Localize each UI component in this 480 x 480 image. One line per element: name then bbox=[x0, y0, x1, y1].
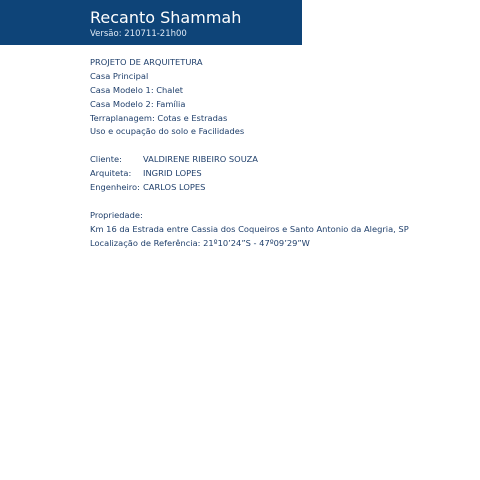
project-item-casa-modelo-2: Casa Modelo 2: Família bbox=[90, 98, 186, 109]
project-heading: PROJETO DE ARQUITETURA bbox=[90, 57, 203, 67]
client-row bbox=[90, 153, 475, 167]
property-address: Km 16 da Estrada entre Cassia dos Coqueiros e Santo Antonio da Alegria, SP bbox=[90, 223, 409, 234]
version-label: Versão: 210711-21h00 bbox=[90, 29, 187, 39]
project-item-uso-ocupacao: Uso e ocupação do solo e Facilidades bbox=[90, 126, 245, 137]
client-value: VALDIRENE RIBEIRO SOUZA bbox=[143, 154, 258, 165]
header-banner bbox=[0, 0, 302, 45]
project-item-terraplanagem: Terraplanagem: Cotas e Estradas bbox=[90, 112, 228, 123]
project-item-casa-modelo-1: Casa Modelo 1: Chalet bbox=[90, 84, 184, 95]
spacer bbox=[90, 139, 475, 153]
property-reference: Localização de Referência: 21º10’24”S - 47º09’29”W bbox=[90, 237, 310, 248]
architect-row bbox=[90, 167, 475, 181]
project-item-casa-principal: Casa Principal bbox=[90, 70, 149, 81]
client-label: Cliente: bbox=[90, 154, 122, 165]
spacer bbox=[90, 195, 475, 209]
document-body bbox=[90, 56, 475, 250]
engineer-value: CARLOS LOPES bbox=[143, 182, 206, 193]
engineer-label: Engenheiro: bbox=[90, 182, 140, 193]
page-title: Recanto Shammah bbox=[90, 8, 242, 27]
engineer-row bbox=[90, 181, 475, 195]
property-label: Propriedade: bbox=[90, 209, 143, 220]
architect-value: INGRID LOPES bbox=[143, 168, 202, 179]
architect-label: Arquiteta: bbox=[90, 168, 132, 179]
